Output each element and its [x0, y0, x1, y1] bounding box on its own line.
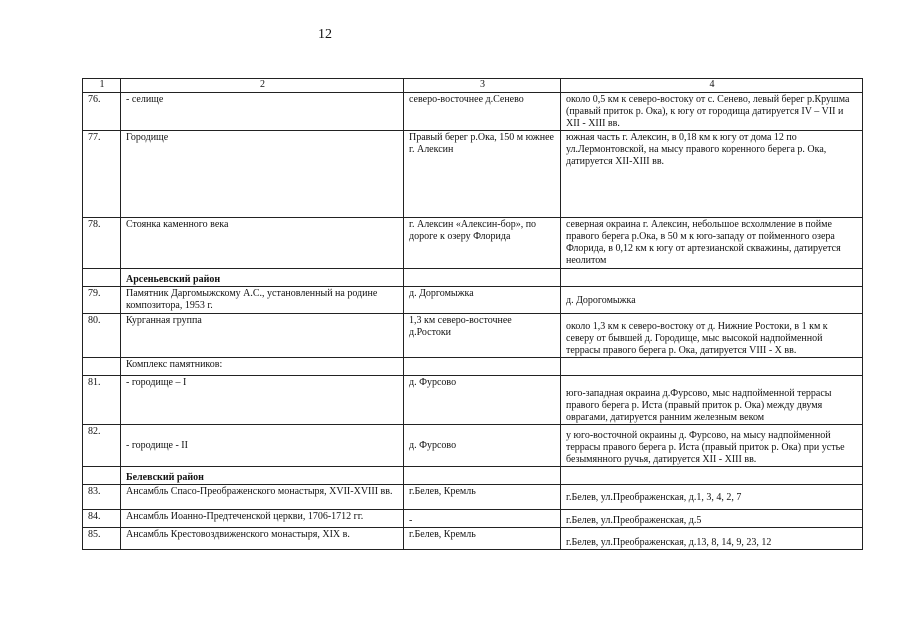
table-row	[83, 218, 863, 269]
section-row	[83, 269, 863, 287]
section-title: Белевский район	[121, 467, 404, 485]
monument-location: юго-западная окраина д.Фурсово, мыс надпойменной террасы правого берега р. Иста (правый приток р. Ока) между двумя оврагами, датируется ранним железным веком	[561, 376, 863, 425]
table-row	[83, 485, 863, 510]
monument-location: г.Белев, ул.Преображенская, д.5	[561, 510, 863, 528]
monument-place	[404, 467, 561, 485]
table-header-row	[83, 79, 863, 93]
monument-place	[404, 269, 561, 287]
table-row	[83, 528, 863, 550]
monument-name: Курганная группа	[121, 314, 404, 358]
monument-place: д. Фурсово	[404, 425, 561, 467]
monument-place: г.Белев, Кремль	[404, 485, 561, 510]
row-number: 80.	[83, 314, 121, 358]
row-number	[83, 358, 121, 376]
table-row	[83, 376, 863, 425]
monument-name: Ансамбль Спасо-Преображенского монастыря, XVII-XVIII вв.	[121, 485, 404, 510]
monument-location: д. Дорогомыжка	[561, 287, 863, 314]
table-row	[83, 425, 863, 467]
row-number: 85.	[83, 528, 121, 550]
monument-place: г. Алексин «Алексин-бор», по дороге к озеру Флорида	[404, 218, 561, 269]
row-number: 83.	[83, 485, 121, 510]
monument-location	[561, 467, 863, 485]
table-row	[83, 287, 863, 314]
monument-place: д. Доргомыжка	[404, 287, 561, 314]
monument-name: Ансамбль Крестовоздвиженского монастыря, XIX в.	[121, 528, 404, 550]
subsection-row	[83, 358, 863, 376]
monument-location: около 0,5 км к северо-востоку от с. Сенево, левый берег р.Крушма (правый приток р. Ока), к югу от городища датируется IV – VII и XII - XIII вв.	[561, 93, 863, 131]
header-cell: 1	[83, 79, 121, 93]
monument-location: г.Белев, ул.Преображенская, д.13, 8, 14, 9, 23, 12	[561, 528, 863, 550]
row-number: 84.	[83, 510, 121, 528]
section-row	[83, 467, 863, 485]
row-number: 76.	[83, 93, 121, 131]
monument-location	[561, 269, 863, 287]
table-row	[83, 314, 863, 358]
monument-place: 1,3 км северо-восточнее д.Ростоки	[404, 314, 561, 358]
monument-place: Правый берег р.Ока, 150 м южнее г. Алексин	[404, 131, 561, 218]
monument-location: южная часть г. Алексин, в 0,18 км к югу от дома 12 по ул.Лермонтовской, на мысу правого коренного берега р. Ока, датируется XII-XIII вв.	[561, 131, 863, 218]
monument-location: северная окраина г. Алексин, небольшое всхолмление в пойме правого берега р.Ока, в 50 м к юго-западу от пойменного озера Флорида, в 0,12 км к югу от артезианской скважины, датируется неолитом	[561, 218, 863, 269]
monument-place: северо-восточнее д.Сенево	[404, 93, 561, 131]
monument-place	[404, 358, 561, 376]
subsection-title: Комплекс памятников:	[121, 358, 404, 376]
monument-location: г.Белев, ул.Преображенская, д.1, 3, 4, 2, 7	[561, 485, 863, 510]
monument-place: -	[404, 510, 561, 528]
monument-location: около 1,3 км к северо-востоку от д. Нижние Ростоки, в 1 км к северу от бывшей д. Городище, мыс высокой надпойменной террасы правого берега р. Ока, датируется VIII - X вв.	[561, 314, 863, 358]
row-number: 81.	[83, 376, 121, 425]
table-row	[83, 93, 863, 131]
page-number: 12	[318, 27, 332, 42]
monument-name: Городище	[121, 131, 404, 218]
monument-name: - селище	[121, 93, 404, 131]
header-cell: 4	[561, 79, 863, 93]
header-cell: 3	[404, 79, 561, 93]
section-title: Арсеньевский район	[121, 269, 404, 287]
monument-name: Памятник Даргомыжскому А.С., установленный на родине композитора, 1953 г.	[121, 287, 404, 314]
monuments-table	[82, 78, 863, 550]
monument-place: д. Фурсово	[404, 376, 561, 425]
table-row	[83, 510, 863, 528]
row-number	[83, 269, 121, 287]
monument-name: Стоянка каменного века	[121, 218, 404, 269]
row-number: 79.	[83, 287, 121, 314]
row-number	[83, 467, 121, 485]
monument-name: Ансамбль Иоанно-Предтеченской церкви, 1706-1712 гг.	[121, 510, 404, 528]
table-row	[83, 131, 863, 218]
row-number: 82.	[83, 425, 121, 467]
monument-name: - городище – I	[121, 376, 404, 425]
header-cell: 2	[121, 79, 404, 93]
monument-location	[561, 358, 863, 376]
row-number: 78.	[83, 218, 121, 269]
monument-name: - городище - II	[121, 425, 404, 467]
monument-location: у юго-восточной окраины д. Фурсово, на мысу надпойменной террасы правого берега р. Иста (правый приток р. Ока) при устье безымянного ручья, датируется XII - XIII вв.	[561, 425, 863, 467]
row-number: 77.	[83, 131, 121, 218]
monument-place: г.Белев, Кремль	[404, 528, 561, 550]
